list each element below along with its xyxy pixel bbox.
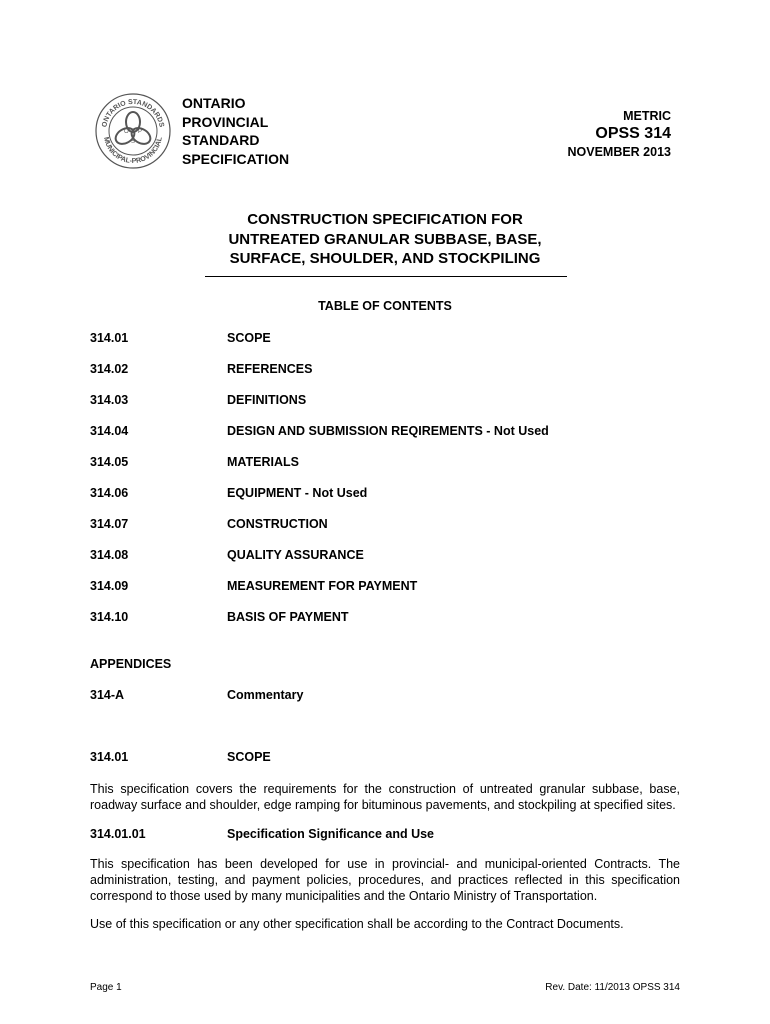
toc-item[interactable] bbox=[90, 548, 690, 566]
toc-item-label: DEFINITIONS bbox=[227, 393, 307, 407]
seal-text-top: ONTARIO STANDARDS bbox=[101, 98, 165, 128]
toc-item-label: BASIS OF PAYMENT bbox=[227, 610, 349, 624]
toc-item-number: 314.07 bbox=[90, 517, 129, 531]
title-line: SURFACE, SHOULDER, AND STOCKPILING bbox=[229, 250, 541, 267]
org-line: PROVINCIAL bbox=[182, 113, 269, 130]
toc-item-label: DESIGN AND SUBMISSION REQIREMENTS - Not Used bbox=[227, 424, 549, 438]
subsection-title: Specification Significance and Use bbox=[227, 827, 435, 841]
toc-item-label: QUALITY ASSURANCE bbox=[227, 548, 364, 562]
ops-seal-logo bbox=[94, 92, 172, 170]
section-title: SCOPE bbox=[227, 750, 271, 764]
toc-item-number: 314.03 bbox=[90, 393, 129, 407]
toc-item-number: 314.05 bbox=[90, 455, 129, 469]
title-divider bbox=[205, 276, 567, 277]
appendix-item[interactable] bbox=[90, 688, 690, 706]
org-line: STANDARD bbox=[182, 132, 260, 148]
appendices-heading: APPENDICES bbox=[90, 657, 172, 671]
title-line: CONSTRUCTION SPECIFICATION FOR bbox=[247, 211, 523, 228]
appendix-label: Commentary bbox=[227, 688, 304, 702]
subsection-number: 314.01.01 bbox=[90, 827, 146, 841]
svg-text:S: S bbox=[131, 139, 136, 145]
svg-text:ONTARIO STANDARDS bbox=[101, 99, 165, 128]
toc-item-label: EQUIPMENT - Not Used bbox=[227, 486, 368, 500]
toc-item[interactable] bbox=[90, 393, 690, 411]
doc-date: NOVEMBER 2013 bbox=[567, 145, 671, 159]
toc-item-number: 314.06 bbox=[90, 486, 129, 500]
toc-item-label: CONSTRUCTION bbox=[227, 517, 328, 531]
page-number: Page 1 bbox=[90, 982, 122, 993]
org-line: ONTARIO bbox=[182, 95, 246, 111]
significance-paragraph: This specification has been developed for use in provincial- and municipal-oriented Contracts. The administration, testing, and payment policies, procedures, and practices reflected in this specification correspond to those used by many municipalities and the Ontario Ministry of Transportation. bbox=[90, 857, 680, 903]
org-line: SPECIFICATION bbox=[182, 150, 290, 167]
toc-heading: TABLE OF CONTENTS bbox=[318, 299, 452, 313]
toc-item-number: 314.08 bbox=[90, 548, 129, 562]
metric-label: METRIC bbox=[623, 109, 671, 123]
toc-item[interactable] bbox=[90, 331, 690, 349]
toc-item[interactable] bbox=[90, 362, 690, 380]
toc-item[interactable] bbox=[90, 424, 690, 442]
title-line: UNTREATED GRANULAR SUBBASE, BASE, bbox=[228, 230, 542, 248]
section-heading bbox=[90, 750, 690, 768]
svg-text:O: O bbox=[124, 129, 129, 135]
toc-item-number: 314.09 bbox=[90, 579, 129, 593]
toc-item-number: 314.04 bbox=[90, 424, 129, 438]
toc-item-number: 314.01 bbox=[90, 331, 129, 345]
seal-text-bottom: MUNICIPAL-PROVINCIAL bbox=[102, 136, 164, 166]
toc-item-number: 314.02 bbox=[90, 362, 129, 376]
subsection-heading bbox=[90, 827, 690, 845]
document-title bbox=[200, 210, 570, 269]
revision-date: Rev. Date: 11/2013 OPSS 314 bbox=[545, 982, 680, 993]
use-paragraph: Use of this specification or any other specification shall be according to the Contract Documents. bbox=[90, 917, 624, 931]
toc-item-label: SCOPE bbox=[227, 331, 271, 345]
toc-item-label: MATERIALS bbox=[227, 455, 299, 469]
section-number: 314.01 bbox=[90, 750, 129, 764]
appendix-number: 314-A bbox=[90, 688, 125, 702]
org-name bbox=[182, 94, 289, 168]
toc-item[interactable] bbox=[90, 517, 690, 535]
toc-item[interactable] bbox=[90, 486, 690, 504]
toc-item[interactable] bbox=[90, 455, 690, 473]
toc-item[interactable] bbox=[90, 579, 690, 597]
toc-item-number: 314.10 bbox=[90, 610, 129, 624]
scope-paragraph: This specification covers the requirements for the construction of untreated granular subbase, base, roadway surface and shoulder, edge ramping for bituminous pavements, and stockpiling at specified sites. bbox=[90, 782, 680, 812]
toc-item-label: REFERENCES bbox=[227, 362, 313, 376]
svg-text:P: P bbox=[138, 129, 143, 135]
doc-number: OPSS 314 bbox=[595, 125, 671, 142]
toc-item-label: MEASUREMENT FOR PAYMENT bbox=[227, 579, 418, 593]
toc-item[interactable] bbox=[90, 610, 690, 628]
